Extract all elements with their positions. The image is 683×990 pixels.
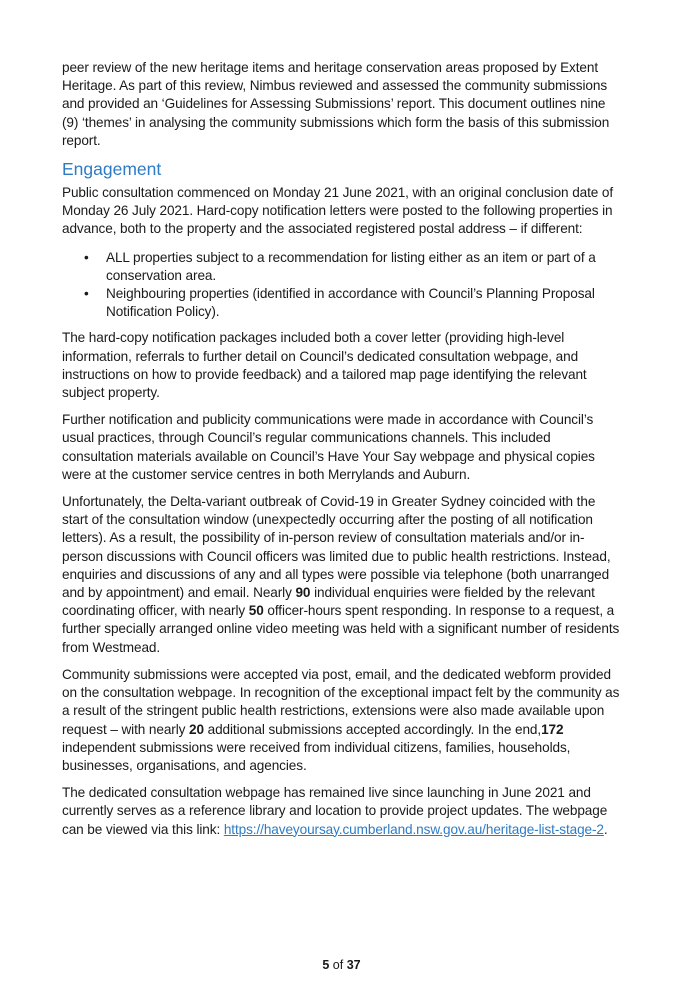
document-page <box>62 59 624 848</box>
covid-impact-paragraph: Unfortunately, the Delta-variant outbreak of Covid-19 in Greater Sydney coincided with the start of the consultation window (unexpectedly occurring after the posting of all notification letters). As a result, the possibility of in-person review of consultation materials and/or in-person discussions with Council officers was limited due to public health restrictions. Instead, enquiries and discussions of any and all types were possible via telephone (both unarranged and by appointment) and email. Nearly 90 individual enquiries were fielded by the relevant coordinating officer, with nearly 50 officer-hours spent responding. In response to a request, a further specially arranged online video meeting was held with a significant number of residents from Westmead. <box>62 494 620 655</box>
list-item-text: Neighbouring properties (identified in accordance with Council’s Planning Proposal Notification Policy). <box>106 286 595 320</box>
bullet-icon: • <box>84 286 89 302</box>
notification-recipient-list <box>62 249 624 322</box>
consultation-dates-paragraph: Public consultation commenced on Monday 21 June 2021, with an original conclusion date of Monday 26 July 2021. Hard-copy notification letters were posted to the following properties in advance, both to the property and the associated registered postal address – if different: <box>62 185 614 237</box>
notification-packages-paragraph: The hard-copy notification packages included both a cover letter (providing high-level information, referrals to further detail on Council’s dedicated consultation webpage, and instructions on how to provide feedback) and a tailored map page identifying the relevant subject property. <box>62 330 587 401</box>
enquiries-count: 90 <box>295 585 311 601</box>
bullet-icon: • <box>84 249 89 265</box>
list-item <box>62 285 624 321</box>
intro-paragraph: peer review of the new heritage items and heritage conservation areas proposed by Extent Heritage. As part of this review, Nimbus reviewed and assessed the community submissions and provided an ‘Guidelines for Assessing Submissions’ report. This document outlines nine (9) ‘themes’ in analysing the community submissions which form the basis of this submission report. <box>62 60 610 148</box>
publicity-paragraph: Further notification and publicity communications were made in accordance with Council’s usual practices, through Council’s regular communications channels. This included consultation materials available on Council’s Have Your Say webpage and physical copies were at the customer service centres in both Merrylands and Auburn. <box>62 412 595 482</box>
officer-hours-count: 50 <box>248 603 264 619</box>
list-item <box>62 249 624 285</box>
page-number-footer: 5 of 37 <box>322 958 361 972</box>
list-item-text: ALL properties subject to a recommendation for listing either as an item or part of a conservation area. <box>106 249 596 283</box>
section-heading-engagement: Engagement <box>62 159 162 180</box>
total-submissions-count: 172 <box>541 721 564 737</box>
submissions-paragraph: Community submissions were accepted via post, email, and the dedicated webform provided on the consultation webpage. In recognition of the exceptional impact felt by the community as a result of the stringent public health restrictions, extensions were also made available upon request – with nearly 20 additional submissions accepted accordingly. In the end,172 independent submissions were received from individual citizens, families, households, businesses, organisations, and agencies. <box>62 666 620 773</box>
consultation-webpage-link[interactable]: https://haveyoursay.cumberland.nsw.gov.au/heritage-list-stage-2 <box>223 821 604 837</box>
additional-submissions-count: 20 <box>189 721 204 737</box>
current-page-number: 5 <box>322 958 330 972</box>
webpage-paragraph: The dedicated consultation webpage has remained live since launching in June 2021 and currently serves as a reference library and location to provide project updates. The webpage can be viewed via this link: https://haveyoursay.cumberland.nsw.gov.au/heritage-list-stage-2. <box>62 785 608 837</box>
total-page-count: 37 <box>346 958 361 972</box>
